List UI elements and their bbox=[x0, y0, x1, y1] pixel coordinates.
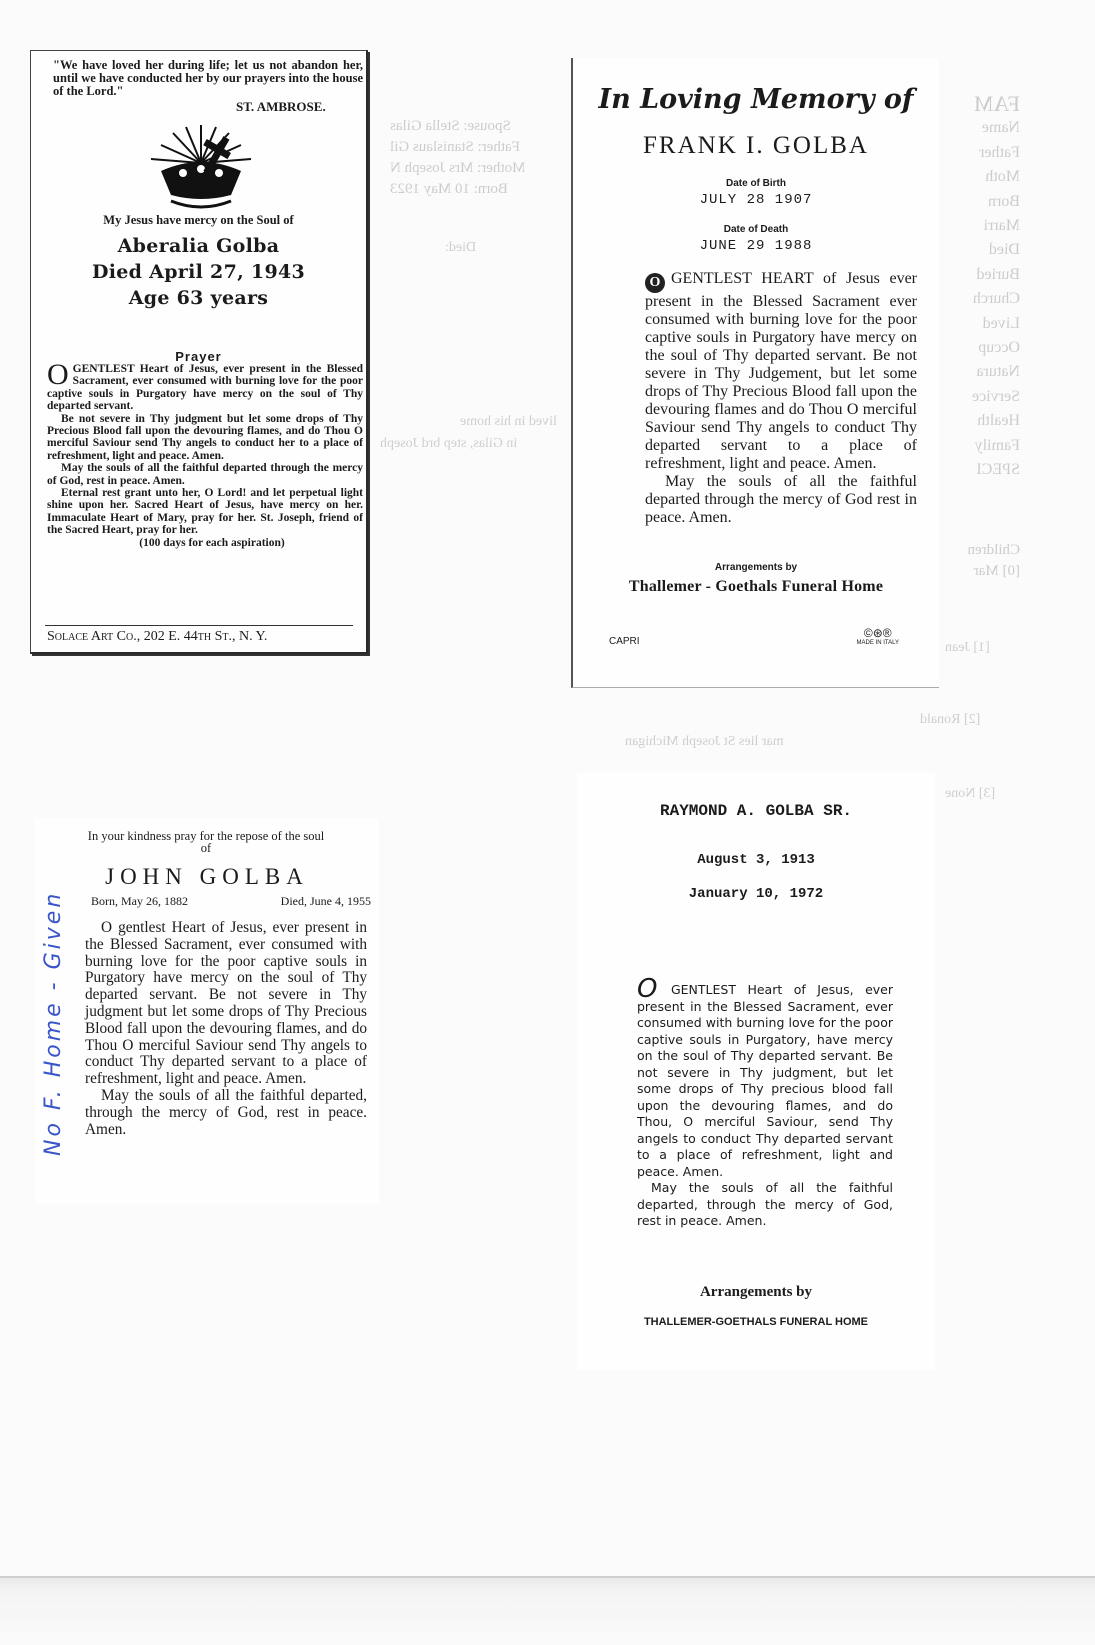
quote-author: ST. AMBROSE. bbox=[236, 99, 326, 114]
prayer-text bbox=[645, 270, 917, 527]
bleed-label: Marri bbox=[983, 217, 1020, 235]
copyright-logo-icon: ©⊛® bbox=[863, 626, 892, 640]
bleed-label: Family bbox=[974, 436, 1020, 454]
death-date: JUNE 29 1988 bbox=[699, 238, 813, 254]
birth-date: August 3, 1913 bbox=[697, 852, 815, 868]
bleed-label: Occup bbox=[978, 339, 1020, 357]
age-line: Age 63 years bbox=[128, 287, 269, 309]
prayer-paragraph: Be not severe in Thy judgment but let some drops of Thy Precious Blood fall upon the devouring flames, and do Thou O merciful Saviour send Thy angels to conduct her to a place of refreshment, light and peace. Amen. bbox=[47, 412, 363, 462]
birth-label: Date of Birth bbox=[726, 178, 786, 189]
bleed-through-right bbox=[960, 92, 1020, 483]
bleed-label: Natura bbox=[976, 363, 1020, 381]
mercy-line: My Jesus have mercy on the Soul of bbox=[103, 213, 294, 227]
publisher-line: Solace Art Co., 202 E. 44th St., N. Y. bbox=[47, 629, 268, 644]
deceased-name: RAYMOND A. GOLBA SR. bbox=[659, 802, 853, 820]
bleed-through-middle bbox=[390, 116, 580, 200]
pray-line: In your kindness pray for the repose of the soul of bbox=[87, 829, 325, 855]
bleed-label: Church bbox=[972, 290, 1020, 308]
made-in-italy-mark bbox=[857, 626, 899, 646]
memorial-card-aberalia bbox=[30, 50, 368, 654]
death-label: Date of Death bbox=[723, 224, 789, 235]
bleed-line: Spouse: Stella Gilas bbox=[390, 118, 511, 134]
bleed-home: lived in his home bbox=[460, 414, 557, 429]
deceased-name: FRANK I. GOLBA bbox=[643, 132, 869, 159]
bleed-label: SPECI bbox=[976, 461, 1020, 479]
death-date: Died, June 4, 1955 bbox=[280, 894, 371, 908]
prayer-dropcap: O bbox=[47, 358, 69, 391]
bleed-children bbox=[950, 540, 1020, 582]
prayer-paragraph: May the souls of all the faithful departed, through the mercy of God, rest in peace. Amen. bbox=[637, 1180, 893, 1228]
bleed-label: Health bbox=[977, 412, 1020, 430]
made-in-label: MADE IN ITALY bbox=[856, 640, 899, 646]
memorial-card-frank bbox=[571, 58, 939, 688]
bleed-label: Moth bbox=[985, 168, 1020, 186]
bleed-child: [1] Jean bbox=[945, 640, 990, 655]
divider bbox=[45, 625, 353, 626]
scan-bottom-edge bbox=[0, 1576, 1095, 1645]
bleed-michigan: mar lies St Joseph Michigan bbox=[625, 734, 784, 749]
memorial-card-raymond bbox=[577, 772, 935, 1370]
bleed-label: Buried bbox=[976, 265, 1020, 283]
prayer-paragraph: May the souls of all the faithful departed through the mercy of God, rest in peace. Amen. bbox=[47, 462, 363, 487]
bleed-label: Service bbox=[972, 387, 1020, 405]
card-quote: "We have loved her during life; let us not abandon her, until we have conducted her by our prayers into the house of the Lord." bbox=[53, 58, 363, 98]
arrangements-label: Arrangements by bbox=[714, 562, 798, 573]
prayer-heading: Prayer bbox=[175, 349, 222, 364]
deceased-name: JOHN GOLBA bbox=[105, 864, 309, 889]
bleed-died: Died: bbox=[445, 240, 477, 255]
arrangements-label: Arrangements by bbox=[699, 1284, 813, 1300]
bleed-line: Mother: Mrs Joseph N bbox=[390, 160, 526, 176]
birth-date: JULY 28 1907 bbox=[699, 192, 813, 208]
prayer-paragraph: GENTLEST Heart of Jesus, ever present in the Blessed Sacrament, ever consumed with burning love for the poor captive souls in Purgatory have mercy on the soul of Thy departed servant. bbox=[47, 363, 363, 413]
crown-cross-emblem-icon bbox=[131, 123, 271, 218]
death-date: January 10, 1972 bbox=[688, 886, 824, 902]
prayer-paragraph-text: GENTLEST HEART of Jesus ever present in the Blessed Sacrament ever consumed with burning love for the poor captive souls in Purgatory have mercy on the soul of Thy departed servant. Be not severe in Thy Judgement, but let some drops of Thy Precious Blood fall upon the devouring flames and do Thou O merciful Saviour send Thy angels to conduct Thy departed servant to a place of refreshment, light and peace. Amen. bbox=[645, 270, 917, 472]
prayer-text bbox=[85, 920, 367, 1138]
prayer-paragraph-text: GENTLEST Heart of Jesus, ever present in the Blessed Sacrament, ever consumed with burning love for the poor captive souls in Purgatory, have mercy on the soul of Thy departed servant. Be not severe in Thy judgment, but let some drops of Thy precious blood fall upon the devouring flames, and do Thou, O merciful Saviour, send Thy angels to conduct Thy departed servant to a place of refreshment, light and peace. Amen. bbox=[637, 982, 893, 1179]
bleed-label: Name bbox=[981, 119, 1020, 137]
handwritten-note: No F. Home - Given bbox=[41, 890, 66, 1156]
bleed-label: FAM bbox=[973, 91, 1020, 116]
bleed-child: [2] Ronald bbox=[920, 712, 981, 727]
birth-date: Born, May 26, 1882 bbox=[91, 894, 188, 908]
prayer-paragraph bbox=[645, 270, 917, 473]
prayer-dropcap: O bbox=[645, 273, 665, 293]
death-date: Died April 27, 1943 bbox=[91, 261, 306, 283]
funeral-home: Thallemer - Goethals Funeral Home bbox=[628, 578, 884, 595]
prayer-paragraph bbox=[637, 974, 893, 1180]
bleed-line: Born: 10 May 1923 bbox=[390, 181, 508, 197]
prayer-text bbox=[47, 358, 363, 549]
bleed-child: [3] None bbox=[945, 786, 996, 801]
prayer-paragraph: Eternal rest grant unto her, O Lord! and let perpetual light shine upon her. Sacred Heart of Jesus, have mercy on her. Immaculate Heart of Mary, pray for her. St. Joseph, friend of the Sacred Heart, pray for her. bbox=[47, 487, 363, 537]
prayer-paragraph: May the souls of all the faithful departed through the mercy of God rest in peace. Amen. bbox=[645, 473, 917, 526]
brand-label: CAPRI bbox=[609, 636, 640, 647]
memorial-card-john bbox=[35, 818, 379, 1204]
bleed-children-label: Children bbox=[967, 542, 1020, 558]
bleed-line: Father: Stanislaus Gil bbox=[390, 139, 520, 155]
funeral-home: THALLEMER-GOETHALS FUNERAL HOME bbox=[643, 1316, 869, 1328]
bleed-label: Lived bbox=[982, 314, 1020, 332]
aspiration-note: (100 days for each aspiration) bbox=[139, 536, 285, 549]
bleed-label: Father bbox=[979, 143, 1020, 161]
prayer-dropcap: O bbox=[637, 974, 658, 1004]
bleed-gilas: in Gilas, step brd Joseph bbox=[380, 436, 518, 451]
prayer-text bbox=[637, 974, 893, 1230]
bleed-label: Died bbox=[988, 241, 1020, 259]
prayer-paragraph: May the souls of all the faithful departed, through the mercy of God, rest in peace. Amen. bbox=[85, 1086, 367, 1138]
prayer-paragraph: O gentlest Heart of Jesus, ever present in the Blessed Sacrament, ever consumed with burning love for the poor captive souls in Purgatory have mercy on the soul of Thy departed servant. Be not severe in Thy judgment but let some drops of Thy Precious Blood fall upon the devouring flames, and do Thou O merciful Saviour send Thy angels to conduct Thy departed servant to a place of refreshment, light and peace. Amen. bbox=[85, 919, 367, 1088]
deceased-name: Aberalia Golba bbox=[117, 235, 280, 257]
bleed-label: Born bbox=[988, 192, 1020, 210]
card-title: In Loving Memory of bbox=[598, 84, 914, 115]
bleed-child: [0] Mar bbox=[973, 563, 1020, 579]
